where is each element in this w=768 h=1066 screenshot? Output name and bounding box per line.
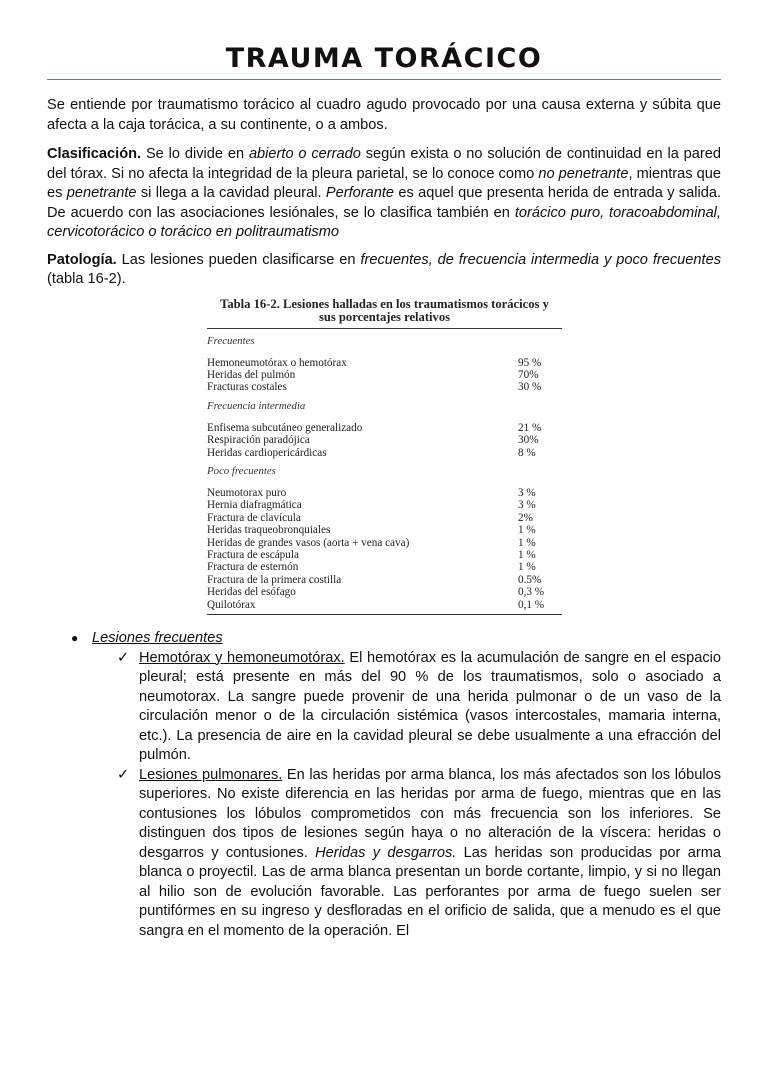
clasificacion-paragraph [47, 145, 721, 243]
table-row-label: Heridas del esófago [207, 586, 296, 599]
table-row-label: Fractura de escápula [207, 548, 299, 561]
document-page [0, 42, 768, 1066]
table-row-label: Heridas traqueobronquiales [207, 524, 331, 537]
table-row [207, 447, 562, 459]
table-row [207, 537, 562, 549]
text-run: Las lesiones pueden clasificarse en [116, 251, 361, 268]
lesions-table [207, 298, 562, 616]
table-row [207, 549, 562, 561]
table-row-value: 1 % [518, 536, 536, 549]
table-row-label: Respiración paradójica [207, 434, 310, 447]
table-row-value: 70% [518, 368, 539, 381]
table-caption-line2: sus porcentajes relativos [318, 309, 451, 324]
table-bottom-rule [207, 614, 562, 615]
table-row-value: 95 % [518, 356, 542, 369]
table-row-value: 0,3 % [518, 586, 545, 599]
check-item-hemotorax [117, 649, 721, 766]
table-row [207, 586, 562, 598]
table-body [207, 335, 562, 612]
text-run: si llega a la cavidad pleural. [136, 185, 326, 201]
table-row-label: Quilotórax [207, 598, 256, 611]
table-row [207, 512, 562, 524]
table-row-value: 30% [518, 434, 539, 447]
table-section-label: Frecuentes [207, 334, 255, 347]
table-row [207, 561, 562, 573]
italic-run: torácico puro, toracoabdominal, cervicotorácico o torácico en politraumatismo [47, 204, 721, 240]
table-top-rule [207, 328, 562, 329]
table-row-value: 1 % [518, 548, 536, 561]
text-run: , mientras que es [47, 165, 721, 201]
checkmark-icon: ✓ [117, 766, 130, 783]
table-spacer [207, 412, 562, 422]
table-spacer [207, 347, 562, 357]
intro-paragraph: Se entiende por traumatismo torácico al cuadro agudo provocado por una causa externa y súbita que afecta a la caja torácica, a su continente, o a ambos. [47, 97, 721, 133]
table-row [207, 369, 562, 381]
italic-run: abierto o cerrado [248, 146, 361, 162]
table-section-label: Frecuencia intermedia [207, 399, 306, 412]
table-row-value: 3 % [518, 486, 536, 499]
patologia-label: Patología. [47, 251, 117, 268]
table-row-value: 1 % [518, 524, 536, 537]
table-row-label: Enfisema subcutáneo generalizado [207, 421, 363, 434]
table-row [207, 487, 562, 499]
table-row [207, 357, 562, 369]
table-row-value: 21 % [518, 421, 542, 434]
table-row-label: Fractura de la primera costilla [207, 573, 342, 586]
text-run: En las heridas por arma blanca, los más afectados son los lóbulos superiores. No existe diferencia en las heridas por arma de fuego, mientras que en las contusiones los lóbulos comprometidos con más frecuencia son los inferiores. Se distinguen dos tipos de lesiones según haya o no alteración de la víscera: heridas o desgarros y contusiones. [139, 766, 721, 861]
text-run: es aquel que presenta herida de entrada y salida. De acuerdo con las asociaciones lesiónales, se lo clasifica también en [47, 185, 721, 221]
title-underline [47, 79, 721, 80]
table-row [207, 574, 562, 586]
lesions-list [47, 629, 721, 941]
table-row-value: 0.5% [518, 573, 542, 586]
patologia-paragraph [47, 251, 721, 290]
table-spacer [207, 477, 562, 487]
list-item [47, 629, 721, 649]
text-run: Se lo divide en [141, 146, 249, 162]
table-row-value: 8 % [518, 446, 536, 459]
table-row-label: Heridas de grandes vasos (aorta + vena cava) [207, 536, 410, 549]
table-row-label: Fractura de clavícula [207, 511, 301, 524]
text-run: El hemotórax es la acumulación de sangre en el espacio pleural; está presente en más del 90 % de los traumatismos, solo o asociado a neumotorax. La sangre puede provenir de una herida pulmonar o de un vaso de la circulación menor o de la circulación sistémica (vasos intercostales, mamaria interna, etc.). La presencia de aire en la cavidad pleural se debe usualmente a una efracción del pulmón. [139, 649, 721, 763]
table-row-value: 3 % [518, 499, 536, 512]
table-row-value: 2% [518, 511, 533, 524]
check-item-text [139, 649, 721, 766]
table-row [207, 499, 562, 511]
table-row [207, 524, 562, 536]
table-row-label: Heridas del pulmón [207, 368, 296, 381]
table-row-value: 1 % [518, 561, 536, 574]
text-run: Las heridas son producidas por arma blanca o proyectil. Las de arma blanca presentan un borde cortante, limpio, y si no llegan al hilio son de evolución favorable. Las perforantes por arma de fuego suelen ser puntifórmes en su ingreso y desfloradas en el orificio de salida, que a menudo es el que sangra en el momento de la operación. El [139, 844, 721, 939]
table-row-label: Heridas cardiopericárdicas [207, 446, 327, 459]
check-item-lesiones-pulmonares [117, 766, 721, 942]
table-row [207, 381, 562, 393]
check-item-heading: Lesiones pulmonares. [139, 766, 283, 783]
table-row-label: Hernia diafragmática [207, 499, 302, 512]
italic-run: penetrante [66, 185, 137, 201]
italic-run: frecuentes, de frecuencia intermedia y poco frecuentes [360, 251, 721, 268]
document-title: TRAUMA TORÁCICO [225, 43, 543, 74]
table-row-value: 0,1 % [518, 598, 545, 611]
clasificacion-label: Clasificación. [47, 146, 142, 162]
table-row [207, 434, 562, 446]
checkmark-icon: ✓ [117, 649, 130, 666]
table-row-value: 30 % [518, 381, 542, 394]
table-row-label: Hemoneumotórax o hemotórax [207, 356, 347, 369]
italic-run: Perforante [325, 185, 395, 201]
text-run: según exista o no solución de continuidad en la pared del tórax. Si no afecta la integridad de la pleura parietal, se lo conoce como [47, 146, 721, 182]
check-item-heading: Hemotórax y hemoneumotórax. [139, 649, 345, 666]
table-caption-line1: Tabla 16-2. Lesiones halladas en los traumatismos torácicos y [220, 296, 549, 311]
bullet-title: Lesiones frecuentes [92, 630, 223, 646]
italic-run: Heridas y desgarros. [315, 844, 457, 861]
table-row [207, 599, 562, 611]
italic-run: no penetrante [538, 165, 629, 182]
table-section-label: Poco frecuentes [207, 464, 276, 477]
bullet-icon: ● [71, 631, 79, 645]
table-row-label: Neumotorax puro [207, 486, 287, 499]
table-row [207, 422, 562, 434]
text-run: (tabla 16-2). [47, 271, 126, 287]
table-row-label: Fractura de esternón [207, 561, 299, 574]
check-item-text [139, 766, 721, 942]
table-row-label: Fracturas costales [207, 381, 287, 394]
